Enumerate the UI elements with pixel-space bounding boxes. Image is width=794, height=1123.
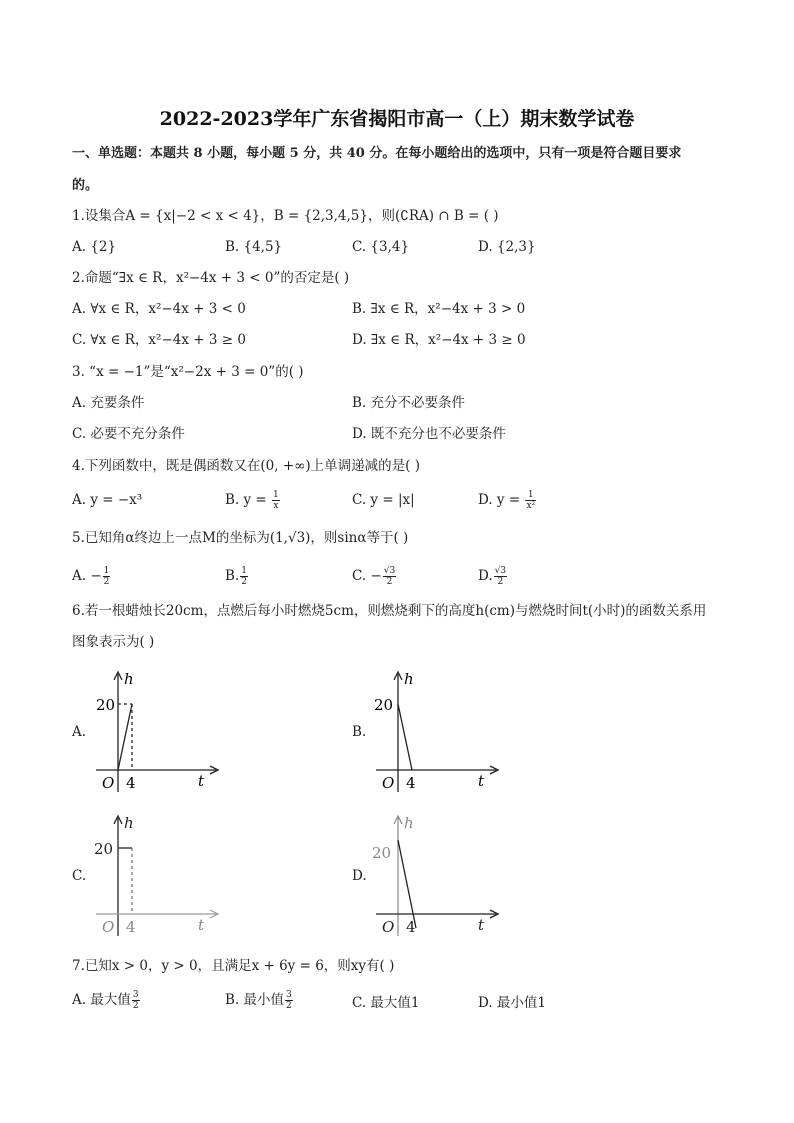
tick-label-4: 4 <box>406 918 416 936</box>
q5-option-d-fraction <box>494 566 507 587</box>
q3-stem: 3. “x = −1”是“x²−2x + 3 = 0”的( ) <box>72 364 304 380</box>
q2-option-a: A. ∀x ∈ R，x²−4x + 3 < 0 <box>72 301 246 317</box>
q4-option-b-label: B. y = <box>225 492 267 508</box>
fraction-denominator: 2 <box>103 577 110 587</box>
q1-option-d: D. {2,3} <box>478 239 536 255</box>
q5-option-c-label: C. − <box>352 568 382 584</box>
fraction-denominator: x² <box>526 501 536 511</box>
q1-option-b: B. {4,5} <box>225 239 283 255</box>
q5-option-d-label: D. <box>478 568 493 584</box>
q2-option-d: D. ∃x ∈ R，x²−4x + 3 ≥ 0 <box>352 332 526 348</box>
section-heading: 一、单选题：本题共 8 小题，每小题 5 分，共 40 分。在每小题给出的选项中，只有一项是符合题目要求 <box>72 146 682 161</box>
axis-label-h: h <box>404 814 414 832</box>
q7-option-a-label: A. 最大值 <box>72 992 131 1008</box>
fraction-numerator: 1 <box>241 566 247 576</box>
fraction-denominator: 2 <box>132 1001 139 1011</box>
graph-line <box>398 840 416 928</box>
fraction-denominator: 2 <box>497 577 504 587</box>
q7-option-b <box>225 990 294 1011</box>
axis-label-h: h <box>124 670 134 688</box>
fraction-numerator: 3 <box>132 990 139 1000</box>
q7-option-b-label: B. 最小值 <box>225 992 285 1008</box>
q4-option-c: C. y = |x| <box>352 492 415 508</box>
tick-label-20: 20 <box>94 840 114 858</box>
exam-title: 2022-2023学年广东省揭阳市高一（上）期末数学试卷 <box>159 108 635 130</box>
tick-label-20: 20 <box>96 696 116 714</box>
q7-option-a-fraction <box>132 990 140 1011</box>
axis-label-t: t <box>478 772 485 790</box>
tick-label-20: 20 <box>374 696 394 714</box>
fraction-denominator: 2 <box>286 1001 292 1011</box>
q1-stem: 1.设集合A = {x|−2 < x < 4}，B = {2,3,4,5}，则(∁RA) ∩ B = ( ) <box>72 208 499 224</box>
q5-option-c-fraction <box>383 566 396 587</box>
fraction-numerator: √3 <box>383 566 396 576</box>
fraction-numerator: 1 <box>273 490 279 500</box>
q6-graph-d <box>368 812 508 946</box>
q5-option-b <box>225 566 249 587</box>
q4-option-d-fraction <box>525 490 536 511</box>
q5-option-a-label: A. − <box>72 568 102 584</box>
q4-stem: 4.下列函数中，既是偶函数又在(0, +∞)上单调递减的是( ) <box>72 458 420 474</box>
q7-option-c: C. 最大值1 <box>352 995 420 1011</box>
origin-label: O <box>382 918 395 936</box>
q5-option-a <box>72 566 111 587</box>
q5-option-d <box>478 566 508 587</box>
tick-label-20: 20 <box>372 844 392 862</box>
q5-option-b-fraction <box>240 566 248 587</box>
origin-label: O <box>102 918 115 936</box>
q2-option-c: C. ∀x ∈ R，x²−4x + 3 ≥ 0 <box>72 332 246 348</box>
axis-label-t: t <box>478 916 485 934</box>
fraction-numerator: 1 <box>525 490 536 501</box>
q5-option-a-fraction <box>103 566 111 587</box>
fraction-denominator: 2 <box>241 577 247 587</box>
q3-option-a: A. 充要条件 <box>72 395 145 411</box>
q1-option-a: A. {2} <box>72 239 117 255</box>
q4-option-d <box>478 490 537 511</box>
q3-option-d: D. 既不充分也不必要条件 <box>352 426 506 442</box>
q6-stem-cont: 图象表示为( ) <box>72 634 155 650</box>
fraction-denominator: x <box>273 501 279 511</box>
fraction-numerator: √3 <box>494 566 507 576</box>
fraction-numerator: 3 <box>286 990 292 1000</box>
q7-stem: 7.已知x > 0，y > 0，且满足x + 6y = 6，则xy有( ) <box>72 958 395 974</box>
axis-label-t: t <box>198 916 205 934</box>
q6-option-d-label: D. <box>352 868 367 884</box>
q5-option-c <box>352 566 397 587</box>
q7-option-b-fraction <box>285 990 293 1011</box>
q5-stem: 5.已知角α终边上一点M的坐标为(1,√3)，则sinα等于( ) <box>72 530 409 546</box>
tick-label-4: 4 <box>126 774 136 792</box>
axis-label-h: h <box>124 814 134 832</box>
q3-option-b: B. 充分不必要条件 <box>352 395 466 411</box>
axis-label-h: h <box>404 670 414 688</box>
graph-line <box>118 704 132 770</box>
q7-option-a <box>72 990 141 1011</box>
q2-stem: 2.命题“∃x ∈ R，x²−4x + 3 < 0”的否定是( ) <box>72 270 350 286</box>
q4-option-d-label: D. y = <box>478 492 521 508</box>
tick-label-4: 4 <box>406 774 416 792</box>
q6-option-c-label: C. <box>72 868 87 884</box>
axis-label-t: t <box>198 772 205 790</box>
q1-option-c: C. {3,4} <box>352 239 410 255</box>
q6-option-a-label: A. <box>72 724 87 740</box>
q2-option-b: B. ∃x ∈ R，x²−4x + 3 > 0 <box>352 301 526 317</box>
fraction-numerator: 1 <box>103 566 110 576</box>
q4-option-b-fraction <box>272 490 280 511</box>
section-heading-cont: 的。 <box>72 178 99 193</box>
graph-line <box>398 704 412 770</box>
origin-label: O <box>102 774 115 792</box>
q5-option-b-label: B. <box>225 568 240 584</box>
q6-option-b-label: B. <box>352 724 367 740</box>
origin-label: O <box>382 774 395 792</box>
q4-option-a: A. y = −x³ <box>72 492 143 508</box>
q6-stem: 6.若一根蜡烛长20cm，点燃后每小时燃烧5cm，则燃烧剩下的高度h(cm)与燃烧时间t(小时)的函数关系用 <box>72 603 707 619</box>
q6-graph-c <box>88 812 228 946</box>
q6-graph-a <box>88 668 228 802</box>
tick-label-4: 4 <box>126 918 136 936</box>
q4-option-b <box>225 490 281 511</box>
q6-graph-b <box>368 668 508 802</box>
q7-option-d: D. 最小值1 <box>478 995 547 1011</box>
fraction-denominator: 2 <box>386 577 393 587</box>
q3-option-c: C. 必要不充分条件 <box>72 426 185 442</box>
